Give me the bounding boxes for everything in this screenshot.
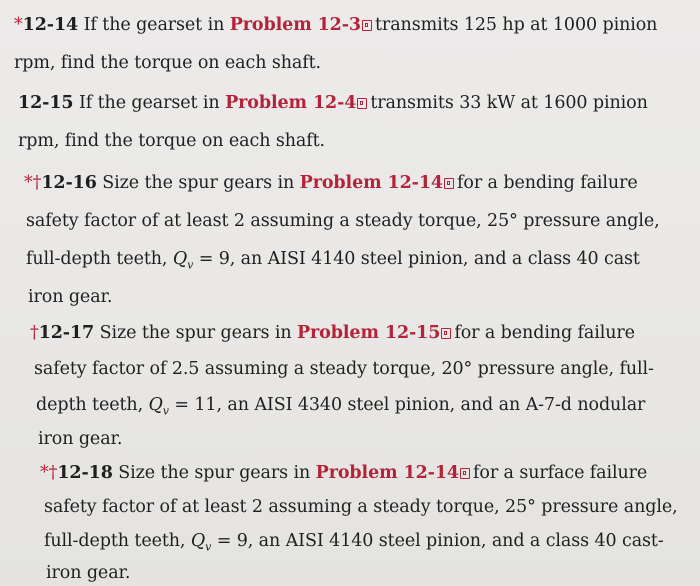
problem-text: Size the spur gears in: [118, 463, 311, 483]
problem-12-14-line-1: [14, 14, 657, 36]
problem-12-17-line-1: [30, 322, 635, 344]
problem-12-15-line-1: [18, 92, 648, 114]
problem-text: = 11, an AISI 4340 steel pinion, and an A-7-d nodular: [168, 395, 646, 415]
problem-12-15-line-2: rpm, find the torque on each shaft.: [18, 131, 325, 151]
problem-text: If the gearset in: [83, 15, 225, 35]
problem-text: If the gearset in: [78, 93, 220, 113]
problem-reference-link[interactable]: Problem 12-14: [315, 463, 459, 483]
problem-12-17-line-3: [36, 394, 645, 423]
book-icon: [444, 178, 454, 189]
book-icon: [441, 328, 451, 339]
problem-text: full-depth teeth,: [26, 249, 173, 269]
problem-reference-link[interactable]: Problem 12-14: [299, 173, 443, 193]
star-marker: *: [14, 15, 23, 35]
star-dagger-marker: *†: [40, 463, 58, 483]
quality-subscript: v: [205, 540, 212, 554]
problem-12-16-line-1: [24, 172, 638, 194]
problem-text: for a surface failure: [473, 463, 648, 483]
problem-text: = 9, an AISI 4140 steel pinion, and a class 40 cast: [193, 249, 640, 269]
problem-text: for a bending failure: [454, 323, 635, 343]
problem-number: 12-14: [22, 15, 79, 35]
problem-text: depth teeth,: [36, 395, 149, 415]
quality-symbol: Q: [190, 531, 206, 551]
problem-text: full-depth teeth,: [44, 531, 191, 551]
problem-number: 12-18: [57, 463, 113, 483]
problem-text: = 9, an AISI 4140 steel pinion, and a class 40 cast-: [211, 531, 664, 551]
problem-12-18-line-3: [44, 530, 664, 559]
problem-12-16-line-2: safety factor of at least 2 assuming a steady torque, 25° pressure angle,: [26, 211, 660, 231]
problem-12-16-line-4: iron gear.: [28, 287, 113, 307]
problem-12-18-line-1: [40, 462, 647, 484]
dagger-marker: †: [30, 323, 39, 343]
quality-symbol: Q: [172, 249, 188, 269]
problem-12-17-line-4: iron gear.: [38, 429, 123, 449]
problem-reference-link[interactable]: Problem 12-3: [229, 15, 361, 35]
star-dagger-marker: *†: [24, 173, 42, 193]
book-icon: [460, 468, 470, 479]
problem-text: Size the spur gears in: [99, 323, 292, 343]
quality-symbol: Q: [148, 395, 163, 415]
quality-subscript: v: [162, 404, 169, 418]
problem-12-18-line-4: iron gear.: [46, 563, 131, 583]
problem-number: 12-17: [38, 323, 95, 343]
problem-12-18-line-2: safety factor of at least 2 assuming a steady torque, 25° pressure angle,: [44, 497, 678, 517]
problem-12-14-line-2: rpm, find the torque on each shaft.: [14, 53, 321, 73]
problem-number: 12-16: [41, 173, 97, 193]
quality-subscript: v: [187, 258, 194, 272]
problem-text: transmits 33 kW at 1600 pinion: [370, 93, 648, 113]
problem-reference-link[interactable]: Problem 12-4: [225, 93, 357, 113]
problem-12-17-line-2: safety factor of 2.5 assuming a steady torque, 20° pressure angle, full-: [34, 359, 654, 379]
book-icon: [362, 20, 372, 31]
problem-12-16-line-3: [26, 248, 640, 277]
problem-text: transmits 125 hp at 1000 pinion: [375, 15, 658, 35]
problem-text: Size the spur gears in: [102, 173, 295, 193]
problem-text: for a bending failure: [457, 173, 638, 193]
problem-number: 12-15: [18, 93, 74, 113]
problem-reference-link[interactable]: Problem 12-15: [296, 323, 441, 343]
book-icon: [357, 98, 367, 109]
